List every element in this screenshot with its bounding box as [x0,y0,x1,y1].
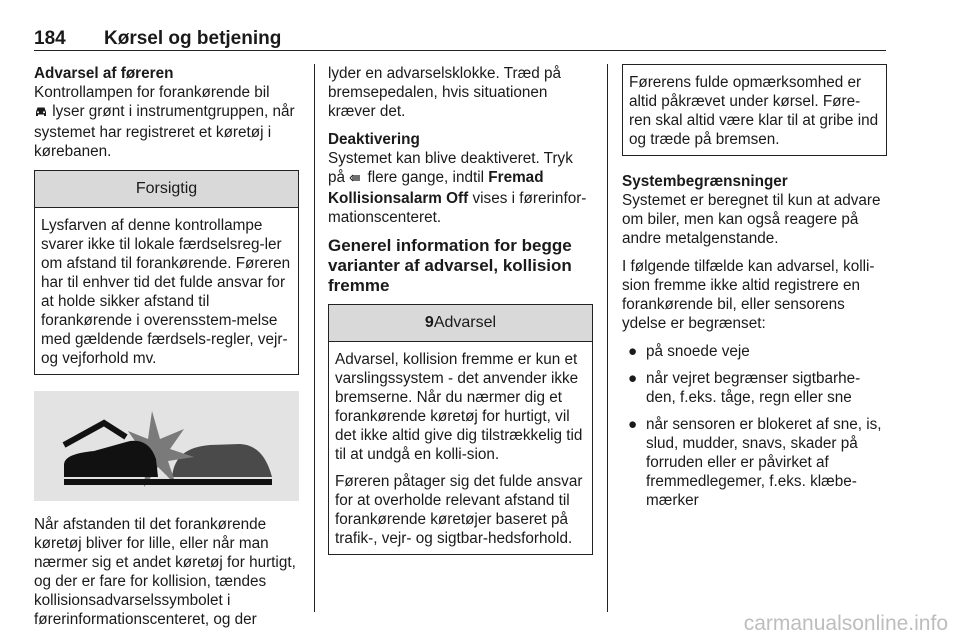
column-3 [622,64,887,518]
list-item: ● når vejret begrænser sigtbarhe-den, f.eks. tåge, regn eller sne [628,370,861,406]
warning-box-header [329,305,592,342]
list-item: ● på snoede veje [628,343,750,360]
page-number: 184 [34,28,66,49]
attention-box [622,64,887,156]
watermark: carmanualsonline.info [743,612,948,635]
vehicle-ahead-icon [34,104,48,123]
section-heading-driver-warning: Advarsel af føreren [34,65,174,82]
collision-warning-illustration [34,391,299,501]
attention-text: Førerens fulde opmærksomhed er altid påkrævet under kørsel. Føre-ren skal altid være klar til at gribe ind og træde på bremsen. [629,74,879,148]
deactivation-paragraph: Systemet kan blive deaktiveret. Tryk på flere gange, indtil Fremad Kollisionsalarm Off vises i førerinfor-mationscenteret. [328,150,587,226]
warning-title: Advarsel [433,314,497,331]
system-limits-heading: Systembegrænsninger [622,173,788,190]
distance-warning-paragraph: Når afstanden til det forankørende køretøj bliver for lille, eller når man nærmer sig et andet køretøj for hurtigt, og der er fare for kollision, tændes kollisionsadvarselssymbolet i førerinformationscenteret, og der [34,516,296,628]
deactivation-heading: Deaktivering [328,131,420,148]
bullet-icon: ● [628,370,638,387]
continued-paragraph: lyder en advarselsklokke. Træd på bremsepedalen, hvis situationen kræver det. [328,65,561,120]
bullet-icon: ● [628,416,638,433]
road-line [64,479,272,485]
own-car-icon [64,423,158,477]
page-header [34,28,886,51]
cases-intro-paragraph: I følgende tilfælde kan advarsel, kolli-sion fremme ikke altid registrere en forankørende bil, eller sensorens ydelse er begrænset: [622,258,875,332]
caution-box [34,170,299,375]
system-limits-paragraph: Systemet er beregnet til kun at advare om biler, men kan også reagere på andre metalgenstande. [622,192,881,247]
warning-symbol-icon: 9 [424,314,434,331]
intro-paragraph: Kontrollampen for forankørende bil lyser grønt i instrumentgruppen, når systemet har registreret et køretøj i kørebanen. [34,84,295,160]
warning-paragraph-1: Advarsel, kollision fremme er kun et varslingssystem - det anvender ikke bremserne. Når du nærmer dig et forankørende køretøj for hurtigt, vil det ikke altid give dig tilstrækkelig tid til at undgå en kolli-sion. [335,351,583,463]
limitations-list [622,342,887,510]
list-item: ● når sensoren er blokeret af sne, is, slud, mudder, snavs, skader på forruden eller er påvirket af fremmedlegemer, f.eks. klæbe-mærker [628,416,882,509]
column-divider-1 [314,64,315,612]
warning-paragraph-2: Føreren påtager sig det fulde ansvar for at overholde relevant afstand til forankørende køretøjer baseret på trafik-, vejr- og sigtbar-hedsforhold. [335,473,583,547]
lead-car-icon [172,444,272,477]
chapter-title: Kørsel og betjening [104,28,282,49]
caution-text: Lysfarven af denne kontrollampe svarer ikke til lokale færdselsreg-ler om afstand til forankørende. Føreren har til enhver tid det fulde ansvar for at holde sikker afstand til forankørende i overensstem-melse med gældende færdsels-regler, vejr- og vejforhold mv. [41,217,291,367]
caution-title: Forsigtig [35,171,298,208]
column-2 [328,64,593,555]
column-divider-2 [607,64,608,612]
general-info-heading: Generel information for begge varianter af advarsel, kollision fremme [328,236,572,295]
assist-button-icon [349,170,363,189]
bullet-icon: ● [628,343,638,360]
warning-box [328,304,593,555]
column-1 [34,64,299,638]
